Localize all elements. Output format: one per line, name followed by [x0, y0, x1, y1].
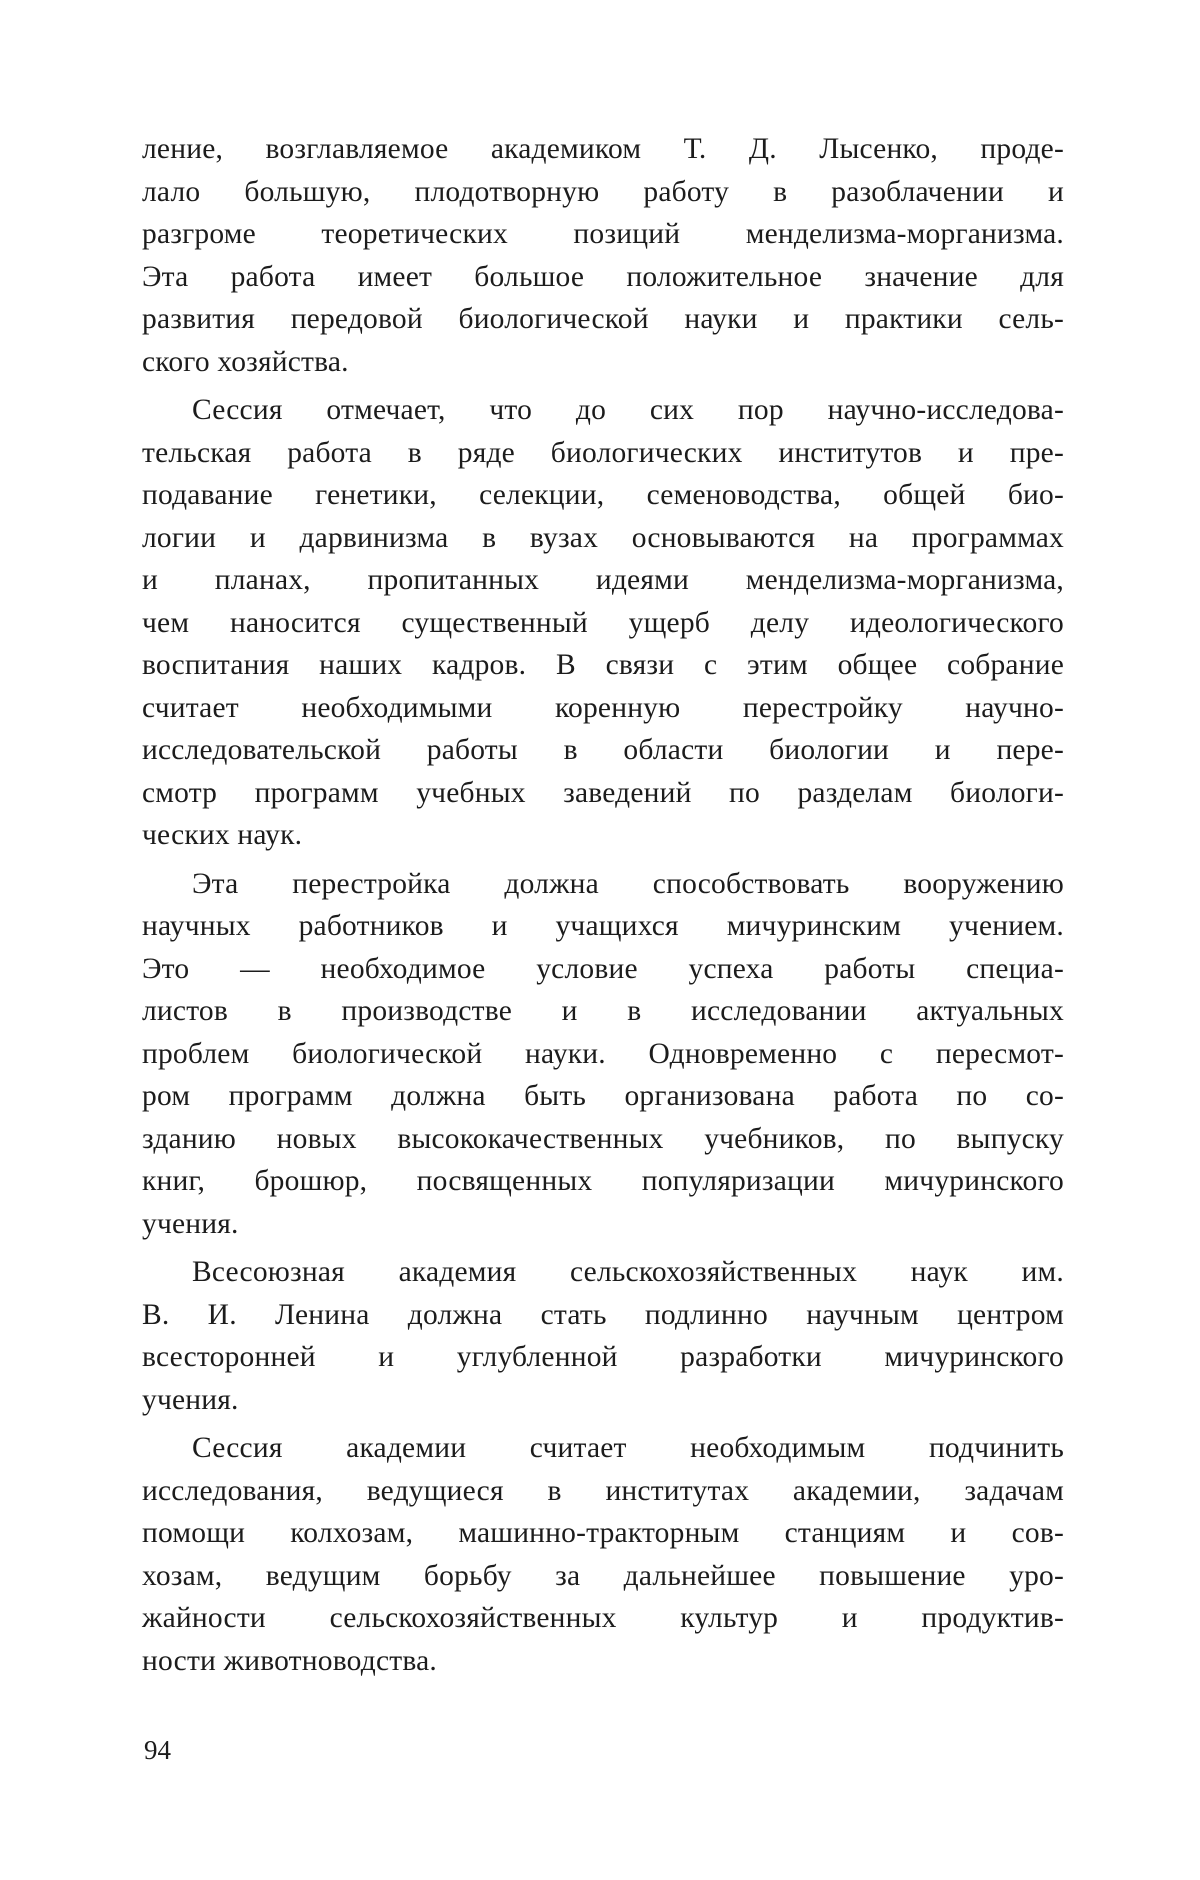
text-line: учения. [142, 1379, 1064, 1422]
text-line: зданию новых высококачественных учебников, по выпуску [142, 1118, 1064, 1161]
paragraph-5 [142, 1427, 1064, 1682]
text-line: ческих наук. [142, 814, 1064, 857]
text-line: проблем биологической науки. Одновременно с пересмот- [142, 1033, 1064, 1076]
text-line: помощи колхозам, машинно-тракторным станциям и сов- [142, 1512, 1064, 1555]
text-line: жайности сельскохозяйственных культур и продуктив- [142, 1597, 1064, 1640]
text-line: листов в производстве и в исследовании актуальных [142, 990, 1064, 1033]
text-line: разгроме теоретических позиций менделизма-морганизма. [142, 213, 1064, 256]
text-line: книг, брошюр, посвященных популяризации мичуринского [142, 1160, 1064, 1203]
page-number: 94 [144, 1735, 171, 1765]
text-line: Эта перестройка должна способствовать вооружению [142, 863, 1064, 906]
text-line: исследования, ведущиеся в институтах академии, задачам [142, 1470, 1064, 1513]
text-line: учения. [142, 1203, 1064, 1246]
paragraph-3 [142, 863, 1064, 1246]
text-line: Эта работа имеет большое положительное значение для [142, 256, 1064, 299]
text-line: смотр программ учебных заведений по разделам биологи- [142, 772, 1064, 815]
text-line: тельская работа в ряде биологических институтов и пре- [142, 432, 1064, 475]
text-line: чем наносится существенный ущерб делу идеологического [142, 602, 1064, 645]
text-line: всесторонней и углубленной разработки мичуринского [142, 1336, 1064, 1379]
text-line: лало большую, плодотворную работу в разоблачении и [142, 171, 1064, 214]
paragraph-2 [142, 389, 1064, 857]
text-line: логии и дарвинизма в вузах основываются на программах [142, 517, 1064, 560]
text-line: Это — необходимое условие успеха работы специа- [142, 948, 1064, 991]
text-line: развития передовой биологической науки и практики сель- [142, 298, 1064, 341]
text-line: Всесоюзная академия сельскохозяйственных наук им. [142, 1251, 1064, 1294]
text-line: и планах, пропитанных идеями менделизма-морганизма, [142, 559, 1064, 602]
paragraph-1 [142, 128, 1064, 383]
text-line: ление, возглавляемое академиком Т. Д. Лысенко, проде- [142, 128, 1064, 171]
text-line: Сессия отмечает, что до сих пор научно-исследова- [142, 389, 1064, 432]
text-line: исследовательской работы в области биологии и пере- [142, 729, 1064, 772]
text-line: ского хозяйства. [142, 341, 1064, 384]
page-body [142, 128, 1064, 1682]
text-line: хозам, ведущим борьбу за дальнейшее повышение уро- [142, 1555, 1064, 1598]
text-line: считает необходимыми коренную перестройку научно- [142, 687, 1064, 730]
text-line: научных работников и учащихся мичуринским учением. [142, 905, 1064, 948]
text-line: ности животноводства. [142, 1640, 1064, 1683]
text-line: воспитания наших кадров. В связи с этим общее собрание [142, 644, 1064, 687]
paragraph-4 [142, 1251, 1064, 1421]
text-line: подавание генетики, селекции, семеноводства, общей био- [142, 474, 1064, 517]
text-line: Сессия академии считает необходимым подчинить [142, 1427, 1064, 1470]
text-line: В. И. Ленина должна стать подлинно научным центром [142, 1294, 1064, 1337]
text-line: ром программ должна быть организована работа по со- [142, 1075, 1064, 1118]
